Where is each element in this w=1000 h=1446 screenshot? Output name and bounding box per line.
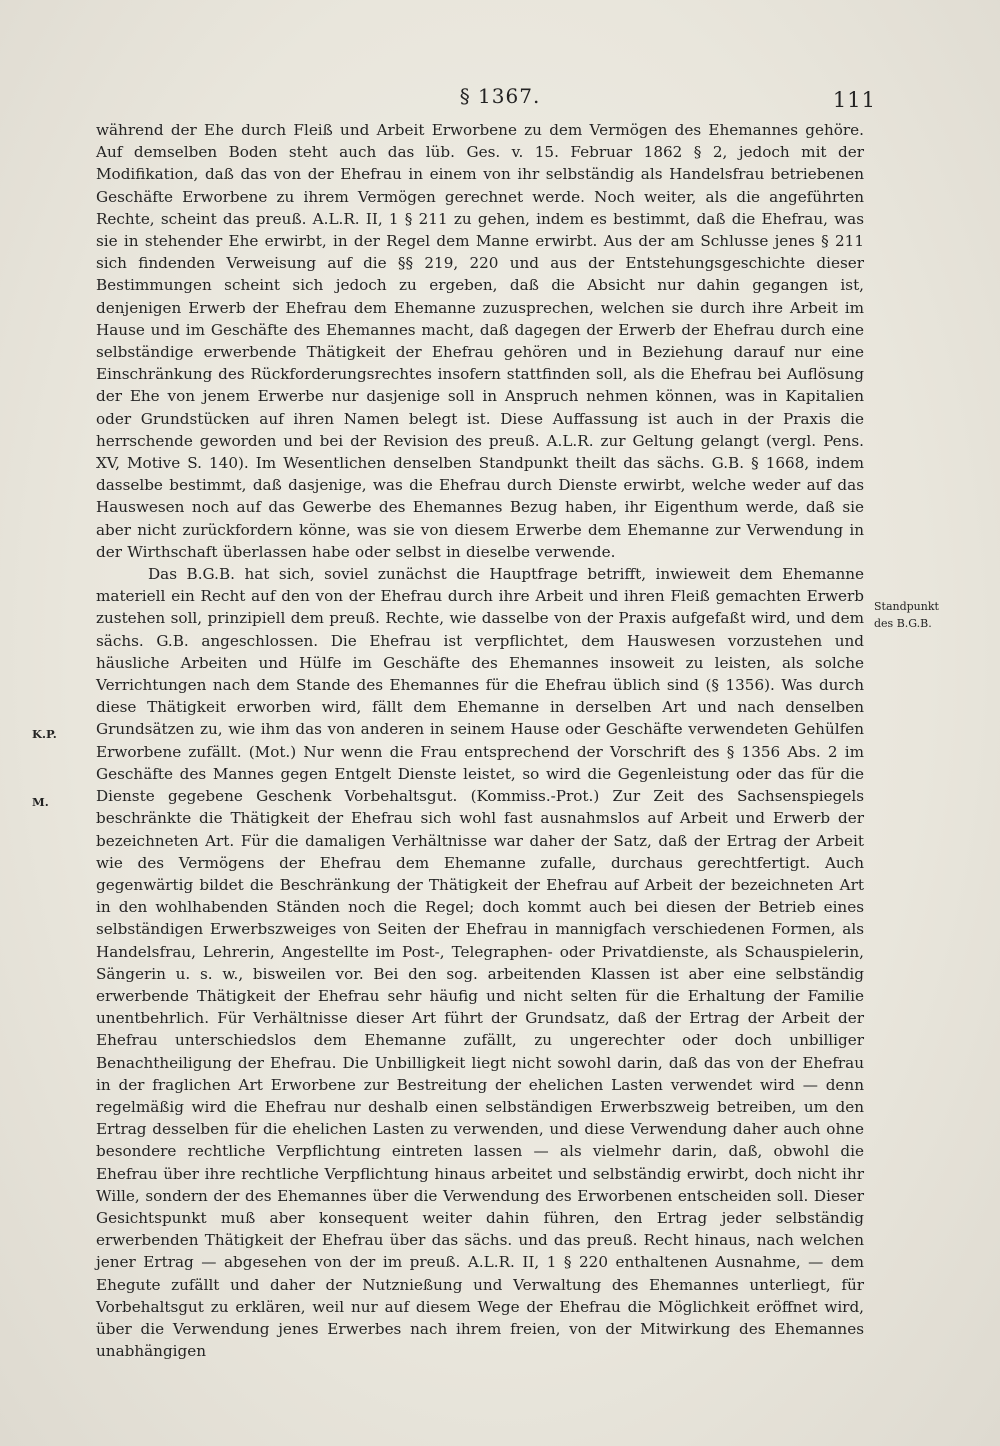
margin-note-standpunkt	[874, 598, 986, 632]
margin-note-line: Standpunkt	[874, 600, 939, 613]
margin-note-line: des B.G.B.	[874, 617, 932, 630]
page-number: 111	[832, 88, 876, 112]
paragraph-2: Das B.G.B. hat sich, soviel zunächst die Hauptfrage betrifft, inwieweit dem Ehemanne materiell ein Recht auf den von der Ehefrau durch ihre Arbeit und ihren Fleiß gemachten Erwerb zustehen soll, prinzipiell dem preuß. Rechte, wie dasselbe von der Praxis aufgefaßt wird, und dem sächs. G.B. angeschlossen. Die Ehefrau ist verpflichtet, dem Hauswesen vorzustehen und häusliche Arbeiten und Hülfe im Geschäfte des Ehemannes insoweit zu leisten, als solche Verrichtungen nach dem Stande des Ehemannes für die Ehefrau üblich sind (§ 1356). Was durch diese Thätigkeit erworben wird, fällt dem Ehemanne in derselben Art und nach denselben Grundsätzen zu, wie ihm das von anderen in seinem Hause oder Geschäfte verwendeten Gehülfen Erworbene zufällt. (Mot.) Nur wenn die Frau entsprechend der Vorschrift des § 1356 Abs. 2 im Geschäfte des Mannes gegen Entgelt Dienste leistet, so wird die Gegenleistung oder das für die Dienste gegebene Geschenk Vorbehaltsgut. (Kommiss.-Prot.) Zur Zeit des Sachsenspiegels beschränkte die Thätigkeit der Ehefrau sich wohl fast ausnahmslos auf Arbeit und Erwerb der bezeichneten Art. Für die damaligen Verhältnisse war daher der Satz, daß der Ertrag der Arbeit wie des Vermögens der Ehefrau dem Ehemanne zufalle, durchaus gerechtfertigt. Auch gegenwärtig bildet die Beschränkung der Thätigkeit der Ehefrau auf Arbeit der bezeichneten Art in den wohlhabenden Ständen noch die Regel; doch kommt auch bei diesen der Betrieb eines selbständigen Erwerbszweiges von Seiten der Ehefrau in mannigfach verschiedenen Formen, als Handelsfrau, Lehrerin, Angestellte im Post-, Telegraphen- oder Privatdienste, als Schauspielerin, Sängerin u. s. w., bisweilen vor. Bei den sog. arbeitenden Klassen ist aber eine selbständig erwerbende Thätigkeit der Ehefrau sehr häufig und nicht selten für die Erhaltung der Familie unentbehrlich. Für Verhältnisse dieser Art führt der Grundsatz, daß der Ertrag der Arbeit der Ehefrau unterschiedslos dem Ehemanne zufällt, zu ungerechter oder doch unbilliger Benachtheiligung der Ehefrau. Die Unbilligkeit liegt nicht sowohl darin, daß das von der Ehefrau in der fraglichen Art Erworbene zur Bestreitung der ehelichen Lasten verwendet wird — denn regelmäßig wird die Ehefrau nur deshalb einen selbständigen Erwerbszweig betreiben, um den Ertrag desselben für die ehelichen Lasten zu verwenden, und diese Verwendung daher auch ohne besondere rechtliche Verpflichtung eintreten lassen — als vielmehr darin, daß, obwohl die Ehefrau über ihre rechtliche Verpflichtung hinaus arbeitet und selbständig erwirbt, doch nicht ihr Wille, sondern der des Ehemannes über die Verwendung des Erworbenen entscheiden soll. Dieser Gesichtspunkt muß aber konsequent weiter dahin führen, den Ertrag jeder selbständig erwerbenden Thätigkeit der Ehefrau über das sächs. und das preuß. Recht hinaus, nach welchen jener Ertrag — abgesehen von der im preuß. A.L.R. II, 1 § 220 enthaltenen Ausnahme, — dem Ehegute zufällt und daher der Nutznießung und Verwaltung des Ehemannes unterliegt, für Vorbehaltsgut zu erklären, weil nur auf diesem Wege der Ehefrau die Möglichkeit eröffnet wird, über die Verwendung jenes Erwerbes nach ihrem freien, von der Mitwirkung des Ehemannes unabhängigen	[96, 565, 864, 1361]
paragraph-1: während der Ehe durch Fleiß und Arbeit Erworbene zu dem Vermögen des Ehemannes gehöre. Auf demselben Boden steht auch das lüb. Ges. v. 15. Februar 1862 § 2, jedoch mit der Modifikation, daß das von der Ehefrau in einem von ihr selbständig als Handelsfrau betriebenen Geschäfte Erworbene zu ihrem Vermögen gerechnet werde. Noch weiter, als die angeführten Rechte, scheint das preuß. A.L.R. II, 1 § 211 zu gehen, indem es bestimmt, daß die Ehefrau, was sie in stehender Ehe erwirbt, in der Regel dem Manne erwirbt. Aus der am Schlusse jenes § 211 sich findenden Verweisung auf die §§ 219, 220 und aus der Entstehungsgeschichte dieser Bestimmungen scheint sich jedoch zu ergeben, daß die Absicht nur dahin gegangen ist, denjenigen Erwerb der Ehefrau dem Ehemanne zuzusprechen, welchen sie durch ihre Arbeit im Hause und im Geschäfte des Ehemannes macht, daß dagegen der Erwerb der Ehefrau durch eine selbständige erwerbende Thätigkeit der Ehefrau gehören und in Beziehung darauf nur eine Einschränkung des Rückforderungsrechtes insofern stattfinden soll, als die Ehefrau bei Auflösung der Ehe von jenem Erwerbe nur dasjenige soll in Anspruch nehmen können, was in Kapitalien oder Grundstücken auf ihren Namen belegt ist. Diese Auffassung ist auch in der Praxis die herrschende geworden und bei der Revision des preuß. A.L.R. zur Geltung gelangt (vergl. Pens. XV, Motive S. 140). Im Wesentlichen denselben Standpunkt theilt das sächs. G.B. § 1668, indem dasselbe bestimmt, daß dasjenige, was die Ehefrau durch Dienste erwirbt, welche weder auf das Hauswesen noch auf das Gewerbe des Ehemannes Bezug haben, ihr Eigenthum werde, daß sie aber nicht zurückfordern könne, was sie von diesem Erwerbe dem Ehemanne zur Verwendung in der Wirthschaft überlassen habe oder selbst in dieselbe verwende.	[96, 121, 864, 561]
margin-note-m: M.	[32, 795, 49, 809]
section-header: § 1367.	[459, 84, 541, 108]
body-text	[96, 119, 864, 1362]
margin-note-kp: K.P.	[32, 727, 57, 741]
